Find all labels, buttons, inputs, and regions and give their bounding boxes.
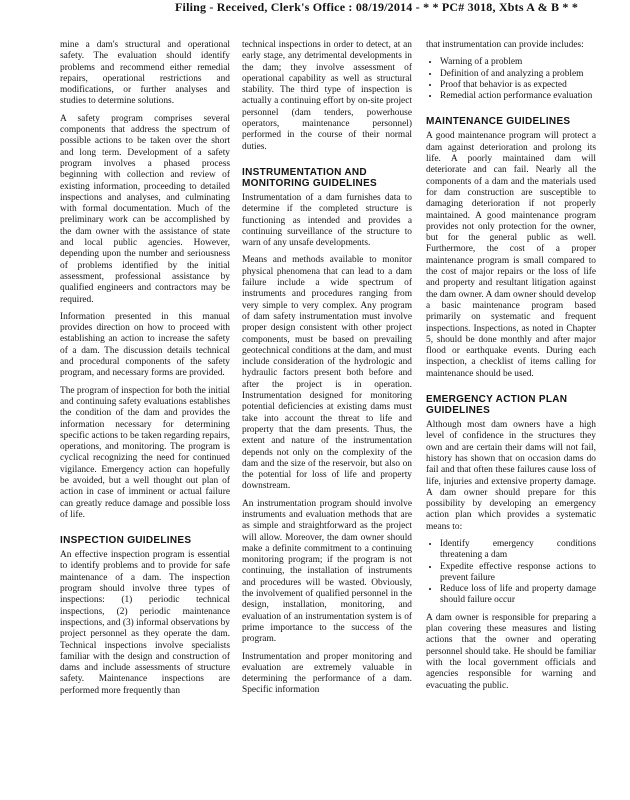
bullet-list-emergency: [426, 539, 596, 607]
column-2: [242, 40, 412, 703]
column-1: [60, 40, 230, 703]
list-item: • Definition of and analyzing a problem: [440, 69, 596, 80]
column-3: [426, 40, 596, 698]
paragraph: technical inspections in order to detect, at an early stage, any detrimental developments in the dam; they involve assessment of operational capability as well as structural stability. The third type of inspection is actually a continuing effort by on-site project personnel (dam tenders, powerhouse operators, maintenance personnel) performed in the course of their normal duties.: [242, 40, 412, 152]
heading-maintenance-guidelines: MAINTENANCE GUIDELINES: [426, 116, 571, 128]
heading-emergency-action-plan: EMERGENCY ACTION PLAN GUIDELINES: [426, 394, 568, 417]
paragraph: An instrumentation program should involve instruments and evaluation methods that are as simple and straightforward as the project will allow. Moreover, the dam owner should make a definite commitment to a continuing monitoring program; if the program is not continuing, the installation of instruments and procedures will be wasted. Obviously, the involvement of qualified personnel in the design, installation, monitoring, and evaluation of an instrumentation system is of prime importance to the success of the program.: [242, 498, 412, 645]
heading-inspection-guidelines: INSPECTION GUIDELINES: [60, 535, 192, 547]
paragraph: An effective inspection program is essential to identify problems and to provide for safe maintenance of a dam. The inspection program should involve three types of inspections: (1) periodic technical inspections, (2) periodic maintenance inspections, and (3) informal observations by project personnel as they operate the dam. Technical inspections involve specialists familiar with the design and construction of dams and include assessments of structure safety. Maintenance inspections are performed more frequently than: [60, 550, 230, 696]
paragraph: Instrumentation of a dam furnishes data to determine if the completed structure is functioning as intended and provides a continuing surveillance of the structure to warn of any unsafe developments.: [242, 192, 412, 249]
paragraph: A dam owner is responsible for preparing a plan covering these measures and listing actions that the owner and operating personnel should take. He should be familiar with the local government officials and agencies responsible for warning and evacuating the public.: [426, 612, 596, 691]
paragraph: Means and methods available to monitor physical phenomena that can lead to a dam failure include a wide spectrum of instruments and procedures ranging from very simple to very complex. Any program of dam safety instrumentation must involve proper design consistent with other project components, must be based on prevailing geotechnical conditions at the dam, and must include consideration of the hydrologic and hydraulic factors present both before and after the project is in operation. Instrumentation designed for monitoring potential deficiencies at existing dams must take into account the threat to life and property that the dam presents. Thus, the extent and nature of the instrumentation depends not only on the complexity of the dam and the size of the reservoir, but also on the potential for loss of life and property downstream.: [242, 255, 412, 492]
paragraph: The program of inspection for both the initial and continuing safety evaluations establishes the condition of the dam and provides the information necessary for determining specific actions to be taken regarding repairs, operations, and monitoring. The program is cyclical recognizing the need for continued vigilance. Emergency action can hopefully be avoided, but a well thought out plan of action in case of imminent or actual failure can greatly reduce damage and possible loss of life.: [60, 385, 231, 520]
paragraph: that instrumentation can provide includes:: [426, 40, 584, 50]
list-item: • Expedite effective response actions to prevent failure: [440, 562, 596, 585]
paragraph: Information presented in this manual provides direction on how to proceed with establishing an action to increase the safety of a dam. The discussion details technical and procedural components of the safety program, and necessary forms are provided.: [60, 311, 230, 379]
heading-instrumentation-guidelines: INSTRUMENTATION AND MONITORING GUIDELINES: [242, 166, 378, 189]
paragraph: A good maintenance program will protect a dam against deterioration and prolong its life. A poorly maintained dam will deteriorate and can fail. Nearly all the components of a dam and the materials used for dam construction are susceptible to damaging deterioration if not properly maintained. A good maintenance program provides not only protection for the owner, but for the general public as well. Furthermore, the cost of a proper maintenance program is small compared to the cost of major repairs or the loss of life and property and resultant litigation against the dam owner. A dam owner should develop a basic maintenance program based primarily on systematic and frequent inspections. Inspections, as noted in Chapter 5, should be done monthly and after major flood or earthquake events. During each inspection, a checklist of items calling for maintenance should be used.: [426, 131, 596, 379]
bullet-list-instrumentation: [426, 57, 596, 102]
paragraph: Although most dam owners have a high level of confidence in the structures they own and are certain their dams will not fail, history has shown that on occasion dams do fail and that often these failures cause loss of life, injuries and extensive property damage. A dam owner should prepare for this possibility by developing an emergency action plan which provides a systematic means to:: [426, 420, 596, 532]
filing-header: Filing - Received, Clerk's Office : 08/19/2014 - * * PC# 3018, Xbts A & B * *: [175, 0, 579, 14]
list-item: • Reduce loss of life and property damage should failure occur: [440, 584, 596, 607]
list-item: • Proof that behavior is as expected: [440, 80, 596, 91]
paragraph: mine a dam's structural and operational safety. The evaluation should identify problems and recommend either remedial repairs, operational restrictions and modifications, or further analyses and studies to determine solutions.: [60, 40, 230, 107]
list-item: • Remedial action performance evaluation: [440, 91, 596, 102]
list-item: • Identify emergency conditions threatening a dam: [440, 539, 596, 562]
paragraph: A safety program comprises several components that address the spectrum of possible actions to be taken over the short and long term. Development of a safety program involves a phased process beginning with collection and review of existing information, proceeding to detailed inspections and analyses, and culminating with formal documentation. Much of the preliminary work can be accomplished by the dam owner with the assistance of state and local public agencies. However, depending upon the number and seriousness of problems identified by the initial assessment, professional assistance by qualified engineers and contractors may be required.: [60, 113, 230, 305]
list-item: • Warning of a problem: [440, 57, 596, 68]
paragraph: Instrumentation and proper monitoring and evaluation are extremely valuable in determining the performance of a dam. Specific information: [242, 651, 412, 696]
